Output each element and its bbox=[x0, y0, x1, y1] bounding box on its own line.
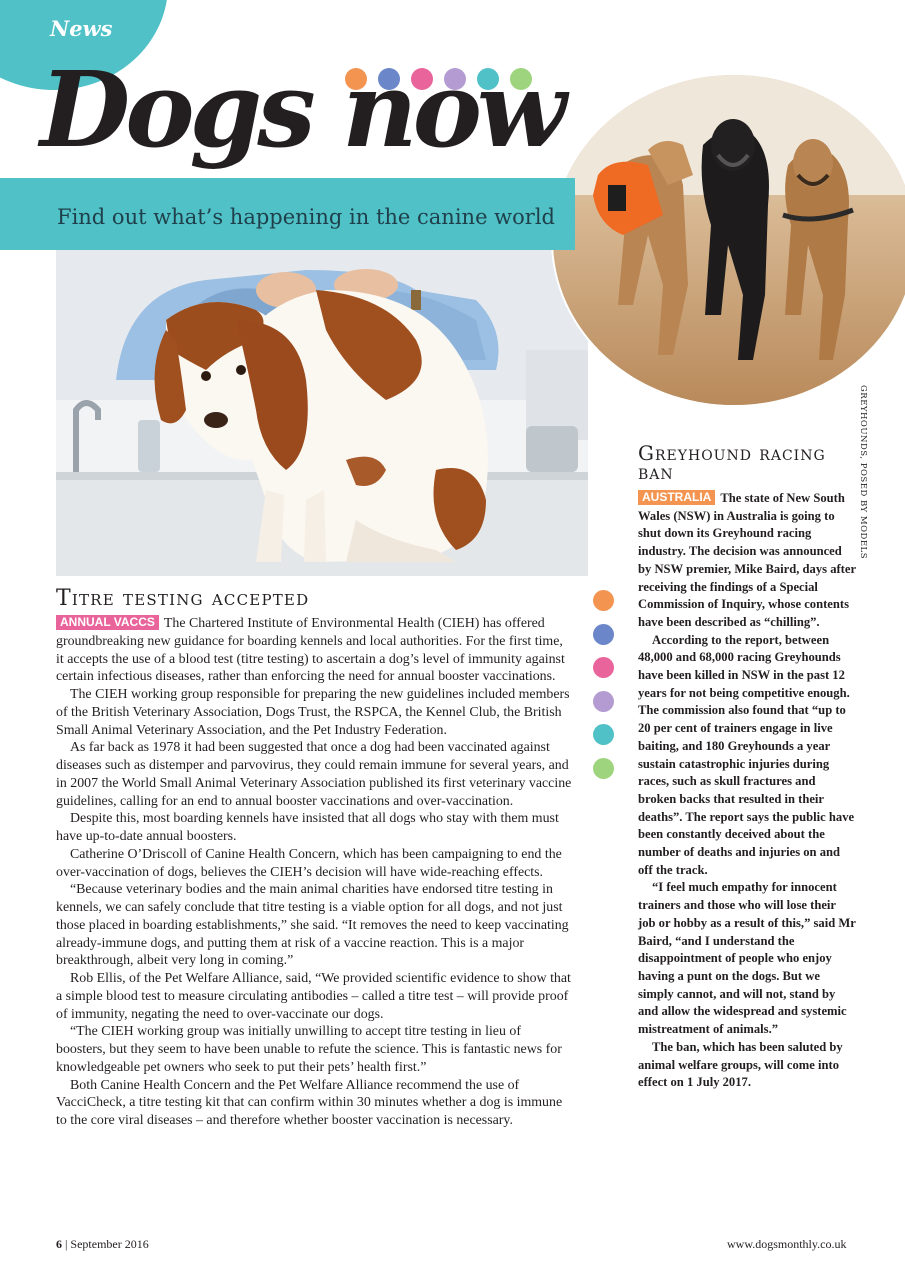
footer-separator: | bbox=[65, 1237, 68, 1251]
titre-paragraph: As far back as 1978 it had been suggested that once a dog had been vaccinated against diseases such as distemper and parvovirus, they could remain immune for several years, and in 2007 the World Small Animal Veterinary Association published its first veterinary vaccine guidelines, calling for an end to annual booster vaccinations and over-vaccination. bbox=[56, 740, 572, 809]
titre-paragraph: “The CIEH working group was initially unwilling to accept titre testing in lieu of boosters, but they seem to have been unable to refute the science. This is fantastic news for knowledgeable pet owners who seek to put their pets’ health first.” bbox=[56, 1024, 562, 1075]
page-number: 6 bbox=[56, 1237, 62, 1251]
greyhound-paragraph bbox=[638, 490, 856, 632]
section-label: News bbox=[50, 16, 113, 41]
greyhound-paragraph: The ban, which has been saluted by animal welfare groups, will come into effect on 1 July 2017. bbox=[638, 1039, 843, 1090]
paragraph-text: The Chartered Institute of Environmental Health (CIEH) has offered groundbreaking new guidance for boarding kennels and local authorities. For the first time, it accepts the use of a blood test (titre testing) to ascertain a dog’s level of immunity against certain infectious diseases, rather than enforcing the need for annual booster vaccinations. bbox=[56, 616, 565, 685]
greyhounds-racing-illustration bbox=[553, 75, 905, 405]
side-dot-teal bbox=[593, 724, 614, 745]
greyhound-article bbox=[638, 441, 856, 1092]
titre-paragraph: Both Canine Health Concern and the Pet Welfare Alliance recommend the use of VacciCheck, a titre testing kit that can confirm within 30 minutes whether a dog is immune to the core viral diseases – and therefore whether booster vaccination is necessary. bbox=[56, 1077, 563, 1128]
spaniel-vet-illustration bbox=[56, 250, 588, 576]
greyhound-photo bbox=[551, 73, 905, 407]
side-dot-green bbox=[593, 758, 614, 779]
titre-paragraph: “Because veterinary bodies and the main animal charities have endorsed titre testing in kennels, we can safely conclude that titre testing is a viable option for all dogs, and not just those placed in boarding establishments,” she said. “It removes the need to keep vaccinating already-immune dogs, and putting them at risk of a vaccine reaction. This is a major breakthrough, albeit very long in coming.” bbox=[56, 882, 569, 969]
titre-paragraph: The CIEH working group responsible for preparing the new guidelines included members of the British Veterinary Association, Dogs Trust, the RSPCA, the Kennel Club, the British Small Animal Veterinary Association, and the Pet Industry Federation. bbox=[56, 687, 570, 738]
page-footer-left bbox=[56, 1237, 149, 1252]
side-dot-orange bbox=[593, 590, 614, 611]
paragraph-text: The state of New South Wales (NSW) in Australia is going to shut down its Greyhound racing industry. The decision was announced by NSW premier, Mike Baird, days after receiving the findings of a Special Commission of Inquiry, whose contents have been described as “chilling”. bbox=[638, 491, 856, 629]
titre-paragraph: Despite this, most boarding kennels have insisted that all dogs who stay with them must have up-to-date annual boosters. bbox=[56, 811, 559, 844]
titre-paragraph: Catherine O’Driscoll of Canine Health Concern, which has been campaigning to end the over-vaccination of dogs, believes the CIEH’s decision will have wide-reaching effects. bbox=[56, 846, 562, 880]
page-subtitle: Find out what’s happening in the canine world bbox=[57, 205, 555, 229]
side-dot-blue bbox=[593, 624, 614, 645]
annual-vaccs-tag: ANNUAL VACCS bbox=[56, 615, 159, 630]
website-link[interactable]: www.dogsmonthly.co.uk bbox=[727, 1237, 847, 1251]
australia-tag: AUSTRALIA bbox=[638, 490, 715, 505]
side-dot-purple bbox=[593, 691, 614, 712]
greyhound-paragraph: “I feel much empathy for innocent trainers and those who will lose their job or hobby as a result of this,” said Mr Baird, “and I understand the disappointment of people who enjoy having a punt on the dogs. But we simply cannot, and will not, stand by and allow the widespread and systemic mistreatment of animals.” bbox=[638, 880, 856, 1037]
vaccination-photo bbox=[56, 250, 588, 576]
titre-heading: Titre testing accepted bbox=[56, 586, 310, 611]
issue-date: September 2016 bbox=[70, 1237, 149, 1251]
titre-article bbox=[56, 586, 572, 1130]
greyhound-body bbox=[638, 490, 856, 1092]
side-dot-pink bbox=[593, 657, 614, 678]
titre-paragraph: Rob Ellis, of the Pet Welfare Alliance, said, “We provided scientific evidence to show that a simple blood test to measure circulating antibodies – called a titre test – will provide proof of immunity, negating the need to over-vaccinate our dogs. bbox=[56, 971, 571, 1022]
side-dot-column bbox=[593, 590, 614, 779]
greyhound-heading: Greyhound racing ban bbox=[638, 441, 826, 484]
photo-credit: GREYHOUNDS, POSED BY MODELS bbox=[858, 385, 868, 560]
titre-body bbox=[56, 615, 572, 1130]
greyhound-paragraph: According to the report, between 48,000 and 68,000 racing Greyhounds have been killed in NSW in the past 12 years for not being competitive enough. The commission also found that “up to 20 per cent of trainers engage in live baiting, and 180 Greyhounds a year sustain catastrophic injuries during races, such as skull fractures and broken backs that resulted in their deaths”. The report says the public have been constantly deceived about the number of deaths and injuries on and off the track. bbox=[638, 632, 855, 877]
titre-paragraph bbox=[56, 615, 572, 686]
page-title: Dogs now bbox=[40, 48, 562, 171]
